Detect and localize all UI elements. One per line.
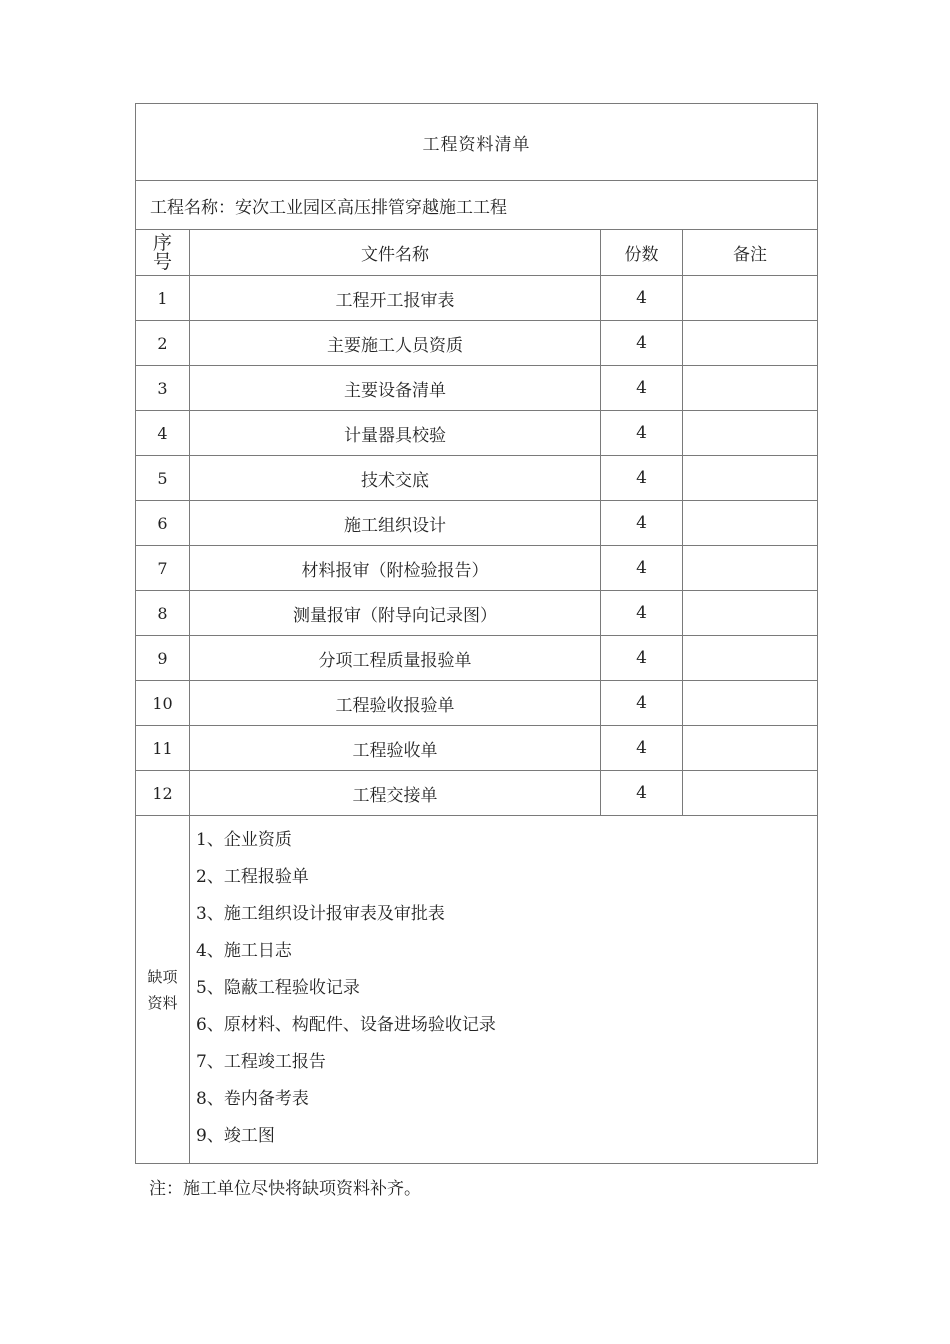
row-copies: 4	[601, 321, 683, 366]
document-title: 工程资料清单	[136, 104, 818, 181]
row-file-name: 材料报审（附检验报告）	[190, 546, 601, 591]
row-file-name: 分项工程质量报验单	[190, 636, 601, 681]
table-row	[136, 321, 818, 366]
row-remark	[683, 681, 818, 726]
row-remark	[683, 321, 818, 366]
project-name: 工程名称：安次工业园区高压排管穿越施工工程	[136, 181, 818, 230]
header-copies: 份数	[601, 230, 683, 276]
row-no: 1	[136, 276, 190, 321]
missing-items-row	[136, 816, 818, 1164]
missing-item: 2、工程报验单	[196, 867, 309, 887]
row-file-name: 技术交底	[190, 456, 601, 501]
row-no: 6	[136, 501, 190, 546]
table-row	[136, 591, 818, 636]
missing-item: 3、施工组织设计报审表及审批表	[196, 904, 445, 924]
row-remark	[683, 276, 818, 321]
header-seq	[136, 230, 190, 276]
missing-item: 6、原材料、构配件、设备进场验收记录	[196, 1015, 496, 1035]
row-no: 9	[136, 636, 190, 681]
row-no: 3	[136, 366, 190, 411]
row-remark	[683, 591, 818, 636]
row-copies: 4	[601, 276, 683, 321]
row-file-name: 工程交接单	[190, 771, 601, 816]
row-remark	[683, 636, 818, 681]
missing-label-line2: 资料	[147, 993, 178, 1012]
missing-label-line1: 缺项	[147, 967, 178, 986]
table-row	[136, 726, 818, 771]
row-remark	[683, 366, 818, 411]
row-no: 8	[136, 591, 190, 636]
table-row	[136, 771, 818, 816]
footer-note: 注：施工单位尽快将缺项资料补齐。	[149, 1179, 421, 1199]
missing-label	[136, 816, 190, 1164]
header-file-name: 文件名称	[190, 230, 601, 276]
table-header-row	[136, 230, 818, 276]
table-row	[136, 546, 818, 591]
table-row	[136, 636, 818, 681]
row-copies: 4	[601, 411, 683, 456]
row-no: 11	[136, 726, 190, 771]
row-remark	[683, 456, 818, 501]
table-row	[136, 276, 818, 321]
table-row	[136, 366, 818, 411]
row-remark	[683, 546, 818, 591]
row-copies: 4	[601, 771, 683, 816]
header-seq-line1: 序	[152, 231, 172, 254]
row-copies: 4	[601, 546, 683, 591]
row-remark	[683, 726, 818, 771]
row-file-name: 测量报审（附导向记录图）	[190, 591, 601, 636]
row-no: 10	[136, 681, 190, 726]
row-copies: 4	[601, 456, 683, 501]
row-file-name: 主要设备清单	[190, 366, 601, 411]
row-no: 7	[136, 546, 190, 591]
table-row	[136, 501, 818, 546]
row-copies: 4	[601, 636, 683, 681]
row-copies: 4	[601, 681, 683, 726]
row-no: 2	[136, 321, 190, 366]
missing-items-list	[190, 816, 818, 1164]
table-row	[136, 456, 818, 501]
row-copies: 4	[601, 726, 683, 771]
row-remark	[683, 411, 818, 456]
row-file-name: 主要施工人员资质	[190, 321, 601, 366]
table-row	[136, 681, 818, 726]
header-remark: 备注	[683, 230, 818, 276]
document-table	[135, 103, 818, 1164]
row-no: 4	[136, 411, 190, 456]
row-remark	[683, 501, 818, 546]
header-seq-line2: 号	[152, 250, 172, 273]
missing-item: 7、工程竣工报告	[196, 1052, 326, 1072]
row-file-name: 计量器具校验	[190, 411, 601, 456]
table-row	[136, 411, 818, 456]
missing-item: 9、竣工图	[196, 1126, 275, 1146]
missing-item: 5、隐蔽工程验收记录	[196, 978, 360, 998]
row-no: 12	[136, 771, 190, 816]
row-file-name: 工程验收单	[190, 726, 601, 771]
row-file-name: 工程验收报验单	[190, 681, 601, 726]
missing-item: 4、施工日志	[196, 941, 292, 961]
row-copies: 4	[601, 501, 683, 546]
row-file-name: 施工组织设计	[190, 501, 601, 546]
missing-item: 1、企业资质	[196, 830, 292, 850]
row-copies: 4	[601, 591, 683, 636]
row-remark	[683, 771, 818, 816]
row-no: 5	[136, 456, 190, 501]
row-file-name: 工程开工报审表	[190, 276, 601, 321]
row-copies: 4	[601, 366, 683, 411]
missing-item: 8、卷内备考表	[196, 1089, 309, 1109]
